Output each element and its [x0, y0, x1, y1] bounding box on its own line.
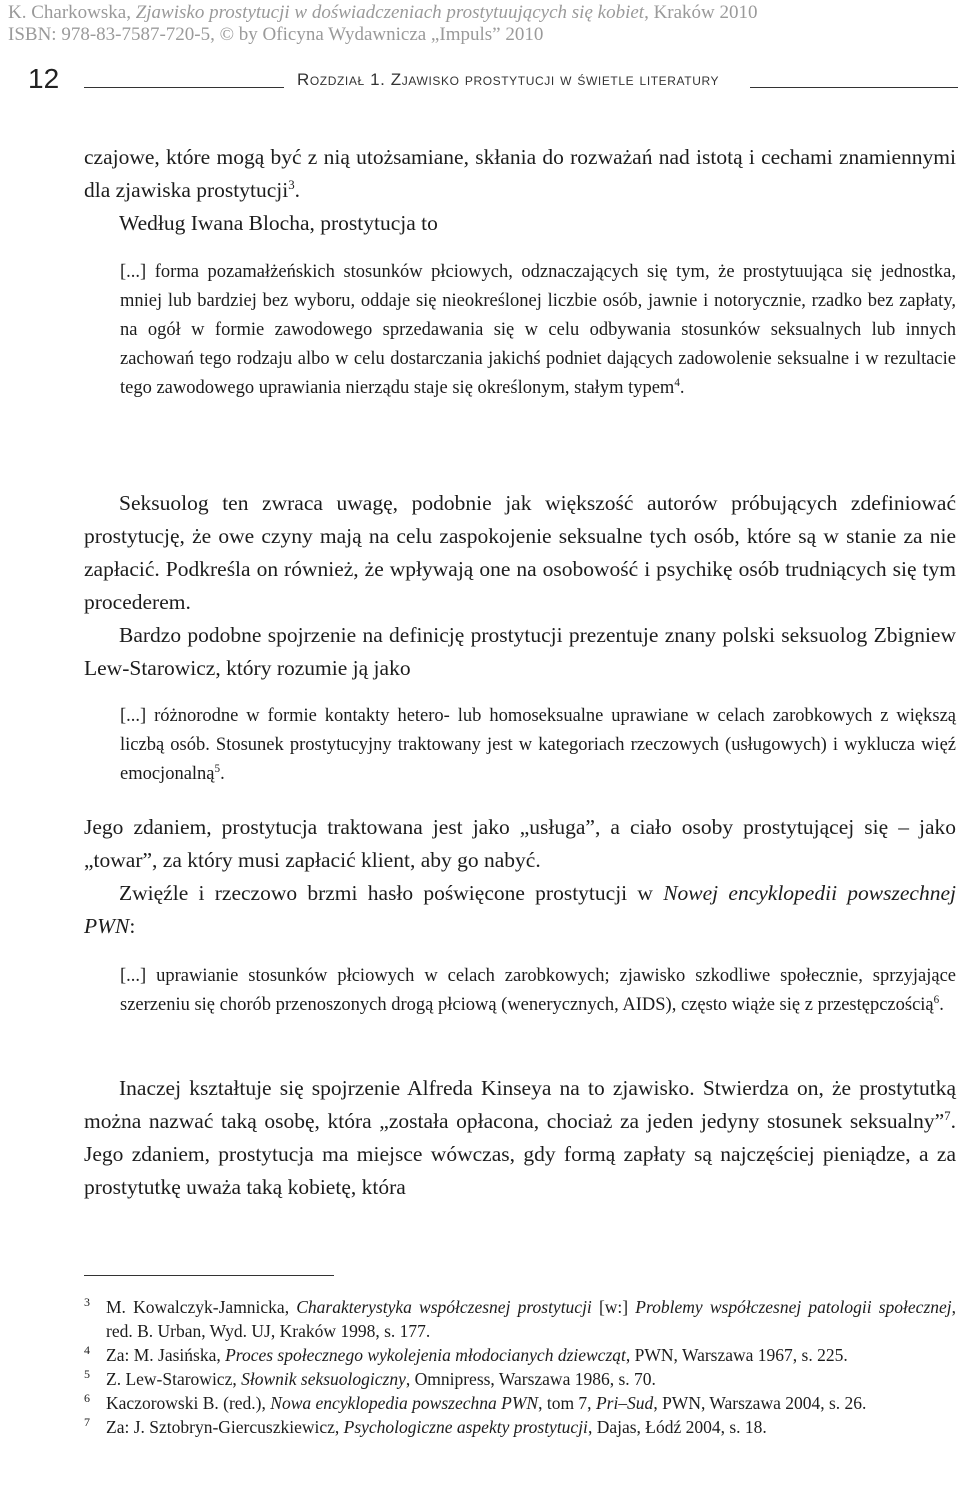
footnote-title-2: Pri–Sud	[595, 1393, 654, 1413]
quote-2-end: .	[220, 764, 225, 784]
paragraph-3	[84, 487, 956, 685]
footnote-ref-7: 7	[944, 1108, 951, 1123]
encyclopedia-title: Nowej encyklopedii powszechnej PWN	[84, 881, 956, 938]
quote-1-end: .	[679, 378, 685, 398]
paragraph-7-text: Inaczej kształtuje się spojrzenie Alfreda Kinseya na to zjawisko. Stwierdza on, że prostytutką można nazwać taką osobę, która „została opłacona, chociaż za jeden jedyny stosunek seksualny”	[84, 1076, 956, 1133]
paragraph-7	[84, 1072, 956, 1204]
footnote-text-part: , tom 7,	[538, 1393, 596, 1413]
footnote-number: 6	[84, 1391, 90, 1405]
footnote-text-part: [w:]	[591, 1297, 636, 1317]
page-number: 12	[28, 63, 60, 94]
footnote-title: Psychologiczne aspekty prostytucji	[343, 1417, 588, 1437]
paragraph-6-text: Zwięźle i rzeczowo brzmi hasło poświęcone prostytucji w	[119, 881, 664, 905]
footnote-author: M. Kowalczyk-Jamnicka,	[106, 1297, 297, 1317]
watermark-isbn: ISBN: 978-83-7587-720-5, © by Oficyna Wydawnicza „Impuls” 2010	[8, 24, 544, 45]
footnote-number: 3	[84, 1295, 90, 1309]
footnote-number: 7	[84, 1415, 90, 1429]
footnote-text	[106, 1415, 956, 1439]
footnote-title: Nowa encyklopedia powszechna PWN	[270, 1393, 539, 1413]
footnote-number: 5	[84, 1367, 90, 1381]
quote-1-text: [...] forma pozamałżeńskich stosunków płciowych, odznaczających się tym, że prostytuująca się jednostka, mniej lub bardziej bez wyboru, oddaje się nieokreślonej liczbie osób, jawnie i notorycznie, rzadko bez zapłaty, na ogół w formie zawodowego sprzedawania się w celu odbywania stosunków seksualnych lub innych zachowań tego rodzaju albo w celu dostarczania jakichś podniet dających zadowolenie seksualne i w rezultacie tego zawodowego uprawiania nierządu staje się określonym, stałym typem	[120, 262, 956, 398]
footnote-text-part: , PWN, Warszawa 1967, s. 225.	[625, 1345, 848, 1365]
footnote-text-part: , red. B. Urban, Wyd. UJ, Kraków 1998, s. 177.	[106, 1297, 957, 1341]
paragraph-1	[84, 141, 956, 240]
footnote-separator	[84, 1275, 334, 1276]
footnote-4	[84, 1343, 956, 1367]
header-rule-left	[84, 87, 284, 88]
footnote-text	[106, 1295, 956, 1343]
watermark-title-line	[8, 2, 908, 24]
paragraph-6-end: :	[129, 914, 136, 938]
paragraph-1-text: czajowe, które mogą być z nią utożsamiane, skłania do rozważań nad istotą i cechami znamiennymi dla zjawiska prostytucji	[84, 145, 956, 202]
footnote-text	[106, 1367, 956, 1391]
footnote-ref-3: 3	[288, 177, 295, 192]
paragraph-1-end: .	[294, 178, 301, 202]
watermark-place-year: , Kraków 2010	[644, 2, 758, 23]
footnote-number: 4	[84, 1343, 90, 1357]
footnote-title: Proces społecznego wykolejenia młodocianych dziewcząt	[225, 1345, 626, 1365]
block-quote-lew-starowicz	[120, 702, 956, 789]
footnote-text-part: , Omnipress, Warszawa 1986, s. 70.	[405, 1369, 656, 1389]
block-quote-bloch	[120, 258, 956, 403]
watermark-book-title: Zjawisko prostytucji w doświadczeniach prostytuujących się kobiet	[135, 2, 645, 23]
footnote-author: Kaczorowski B. (red.),	[106, 1393, 271, 1413]
footnote-text-part: , PWN, Warszawa 2004, s. 26.	[653, 1393, 867, 1413]
footnote-author: Z. Lew-Starowicz,	[106, 1369, 242, 1389]
paragraph-5-text: Jego zdaniem, prostytucja traktowana jest jako „usługa”, a ciało osoby prostytującej się – jako „towar”, za który musi zapłacić klient, aby go nabyć.	[84, 815, 956, 872]
footnotes	[84, 1295, 956, 1439]
footnote-7	[84, 1415, 956, 1439]
running-header	[0, 64, 960, 94]
footnote-text	[106, 1343, 956, 1367]
block-quote-pwn	[120, 962, 956, 1020]
paragraph-4-text: Bardzo podobne spojrzenie na definicję prostytucji prezentuje znany polski seksuolog Zbigniew Lew-Starowicz, który rozumie ją jako	[84, 623, 956, 680]
copyright-watermark	[8, 2, 908, 46]
quote-2-text: [...] różnorodne w formie kontakty hetero- lub homoseksualne uprawiane w celach zarobkowych z większą liczbą osób. Stosunek prostytucyjny traktowany jest w kategoriach rzeczowych (usługowych) i wyklucza więź emocjonalną	[120, 706, 956, 784]
paragraph-2: Według Iwana Blocha, prostytucja to	[119, 211, 438, 235]
footnote-3	[84, 1295, 956, 1343]
quote-3-end: .	[939, 995, 944, 1015]
footnote-title-2: Problemy współczesnej patologii społecznej	[635, 1297, 952, 1317]
quote-3-text: [...] uprawianie stosunków płciowych w celach zarobkowych; zjawisko szkodliwe społecznie, sprzyjające szerzeniu się chorób przenoszonych drogą płciową (wenerycznych, AIDS), często wiąże się z przestępczością	[120, 966, 956, 1015]
footnote-title: Charakterystyka współczesnej prostytucji	[296, 1297, 592, 1317]
footnote-author: Za: M. Jasińska,	[106, 1345, 226, 1365]
paragraph-3-text: Seksuolog ten zwraca uwagę, podobnie jak większość autorów próbujących zdefiniować prostytucję, że owe czyny mają na celu zaspokojenie seksualne tych osób, które są w stanie za nie zapłacić. Podkreśla on również, że wpływają one na osobowość i psychikę osób trudniących się tym procederem.	[84, 491, 956, 614]
footnote-author: Za: J. Sztobryn-Giercuszkiewicz,	[106, 1417, 344, 1437]
paragraph-5	[84, 811, 956, 943]
watermark-author: K. Charkowska,	[8, 2, 136, 23]
footnote-5	[84, 1367, 956, 1391]
paragraph-6	[84, 877, 956, 943]
footnote-ref-4: 4	[674, 376, 680, 389]
footnote-ref-6: 6	[933, 993, 940, 1006]
footnote-6	[84, 1391, 956, 1415]
chapter-title: Rozdział 1. Zjawisko prostytucji w świetle literatury	[297, 70, 720, 89]
paragraph-7-end: . Jego zdaniem, prostytucja ma miejsce wówczas, gdy formą zapłaty są najczęściej pieniądze, a za prostytutkę uważa taką kobietę, która	[84, 1109, 956, 1199]
header-rule-right	[750, 87, 958, 88]
footnote-title: Słownik seksuologiczny	[241, 1369, 406, 1389]
footnote-text	[106, 1391, 956, 1415]
footnote-ref-5: 5	[214, 762, 221, 775]
footnote-text-part: , Dajas, Łódź 2004, s. 18.	[587, 1417, 767, 1437]
